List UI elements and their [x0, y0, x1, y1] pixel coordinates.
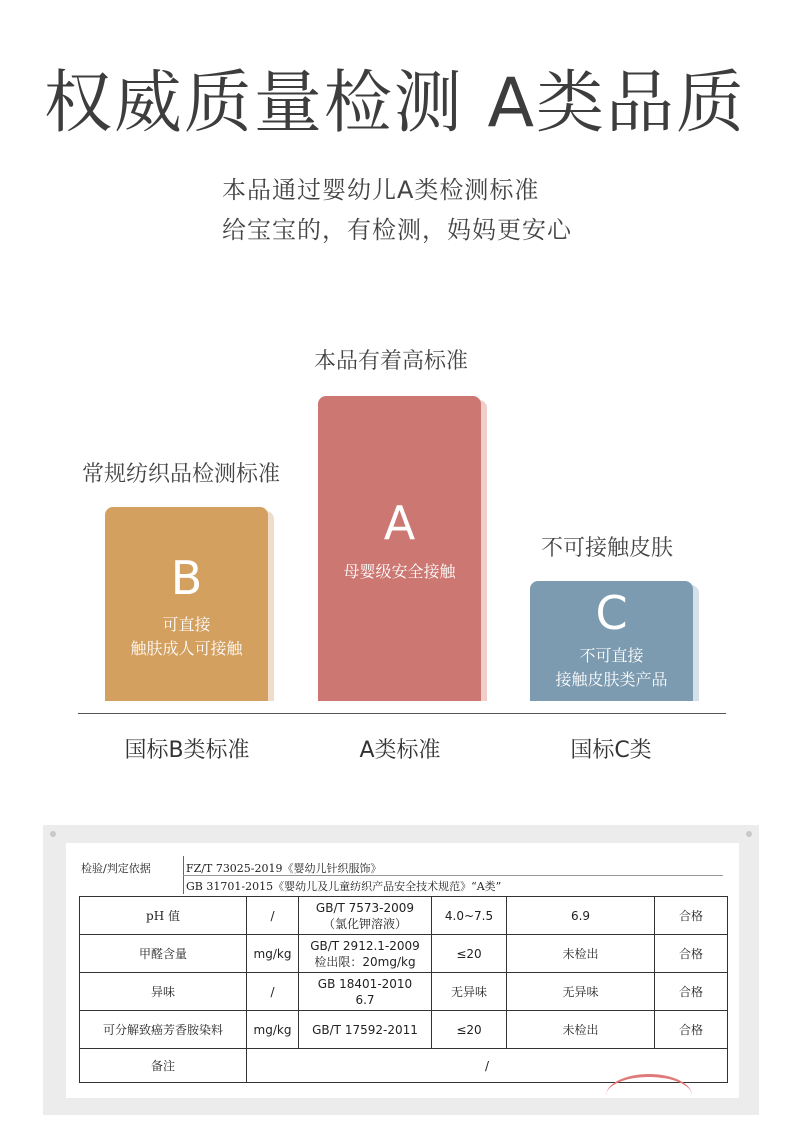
- pin-icon: [746, 831, 752, 837]
- requirement-cell: 无异味: [432, 973, 507, 1011]
- bar-c-desc-1: 不可直接: [579, 646, 644, 665]
- bar-a-desc: 母婴级安全接触: [343, 562, 456, 581]
- caption-b: 常规纺织品检测标准: [82, 462, 281, 487]
- note-label-cell: 备注: [80, 1049, 247, 1083]
- bar-c-letter: C: [595, 586, 628, 640]
- verdict-cell: 合格: [655, 973, 728, 1011]
- axis-label-b: 国标B类标准: [124, 738, 250, 763]
- verdict-cell: 合格: [655, 935, 728, 973]
- basis-rule: [183, 875, 723, 876]
- method-cell: [299, 897, 432, 935]
- verdict-cell: 合格: [655, 1011, 728, 1049]
- bar-a-letter: A: [383, 496, 416, 550]
- caption-c: 不可接触皮肤: [541, 536, 674, 561]
- bar-b-letter: B: [170, 551, 203, 605]
- bar-a: [318, 396, 481, 701]
- pin-icon: [50, 831, 56, 837]
- table-row: [80, 897, 728, 935]
- verdict-cell: 合格: [655, 897, 728, 935]
- subtitle-line-2: 给宝宝的，有检测，妈妈更安心: [222, 216, 572, 244]
- method-line-2: 6.7: [355, 992, 375, 1007]
- item-cell: 甲醛含量: [80, 935, 247, 973]
- table-row: [80, 935, 728, 973]
- test-results-table: [79, 896, 728, 1083]
- method-cell: [299, 973, 432, 1011]
- table-row: [80, 973, 728, 1011]
- page-title: 权威质量检测 A类品质: [43, 64, 747, 143]
- requirement-cell: ≤20: [432, 935, 507, 973]
- chart-baseline: [78, 713, 726, 714]
- axis-label-c: 国标C类: [570, 738, 652, 763]
- unit-cell: /: [247, 973, 299, 1011]
- bar-b-desc-2: 触肤成人可接触: [130, 639, 243, 658]
- result-cell: 6.9: [507, 897, 655, 935]
- method-cell: [299, 935, 432, 973]
- axis-label-a: A类标准: [359, 738, 441, 763]
- bar-c: [530, 581, 693, 701]
- result-cell: 未检出: [507, 1011, 655, 1049]
- bar-b: [105, 507, 268, 701]
- result-cell: 无异味: [507, 973, 655, 1011]
- item-cell: pH 值: [80, 897, 247, 935]
- report-frame-bottom: [43, 1098, 759, 1115]
- method-line-1: GB/T 2912.1-2009: [310, 938, 420, 953]
- unit-cell: /: [247, 897, 299, 935]
- note-value-cell: /: [247, 1049, 728, 1083]
- requirement-cell: ≤20: [432, 1011, 507, 1049]
- bar-c-desc-2: 接触皮肤类产品: [555, 670, 668, 689]
- bar-b-desc-1: 可直接: [162, 615, 211, 634]
- caption-a: 本品有着高标准: [314, 349, 469, 374]
- table-row: [80, 1011, 728, 1049]
- method-line-2: 检出限：20mg/kg: [314, 954, 416, 969]
- basis-label: 检验/判定依据: [81, 862, 151, 875]
- method-cell: GB/T 17592-2011: [299, 1011, 432, 1049]
- item-cell: 异味: [80, 973, 247, 1011]
- subtitle-line-1: 本品通过婴幼儿A类检测标准: [222, 176, 540, 204]
- basis-line-1: FZ/T 73025-2019《婴幼儿针织服饰》: [186, 862, 382, 875]
- method-line-2: （氯化钾溶液）: [322, 916, 407, 931]
- basis-line-2: GB 31701-2015《婴幼儿及儿童纺织产品安全技术规范》“A类”: [186, 880, 502, 893]
- requirement-cell: 4.0~7.5: [432, 897, 507, 935]
- result-cell: 未检出: [507, 935, 655, 973]
- method-line-1: GB/T 7573-2009: [315, 900, 415, 915]
- unit-cell: mg/kg: [247, 1011, 299, 1049]
- unit-cell: mg/kg: [247, 935, 299, 973]
- item-cell: 可分解致癌芳香胺染料: [80, 1011, 247, 1049]
- method-line-1: GB 18401-2010: [317, 976, 413, 991]
